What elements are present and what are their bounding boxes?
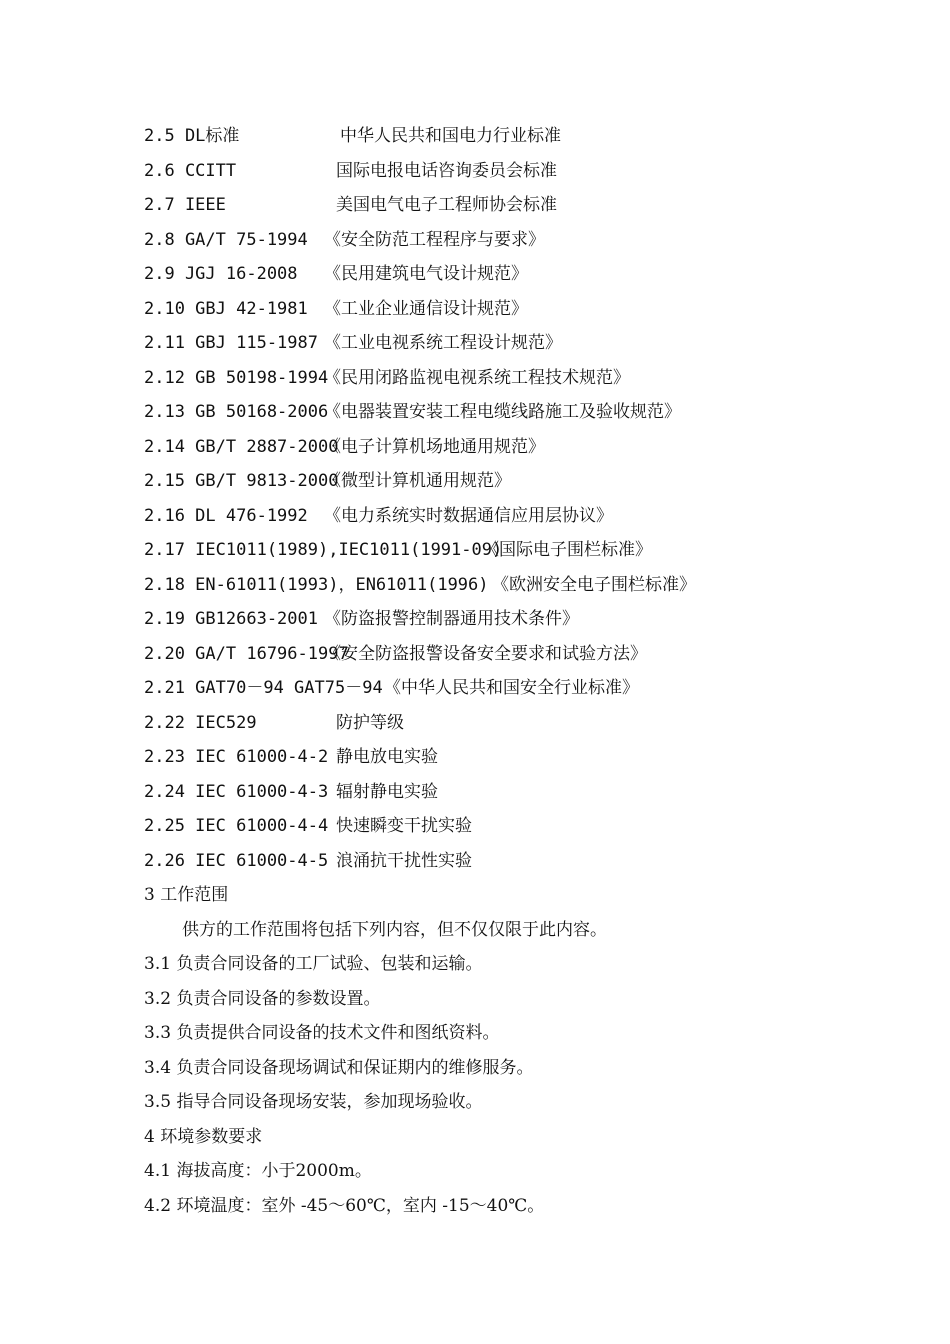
standard-item [144, 434, 545, 460]
standard-item [144, 158, 557, 184]
standard-code: 2.23 IEC 61000-4-2 [144, 747, 329, 767]
standard-desc: 《中华人民共和国安全行业标准》 [384, 678, 639, 698]
standard-code: 2.7 IEEE [144, 195, 226, 215]
list-item: 3.2 负责合同设备的参数设置。 [144, 989, 381, 1009]
standard-desc: 《安全防盗报警设备安全要求和试验方法》 [324, 644, 647, 664]
section-heading: 4 环境参数要求 [144, 1127, 263, 1147]
list-item: 4.1 海拔高度：小于2000m。 [144, 1161, 372, 1181]
list-item: 3.1 负责合同设备的工厂试验、包装和运输。 [144, 954, 483, 974]
standard-code: 2.19 GB12663-2001 [144, 609, 318, 629]
standard-desc: 《微型计算机通用规范》 [324, 471, 511, 491]
list-item: 3.5 指导合同设备现场安装，参加现场验收。 [144, 1092, 483, 1112]
standard-desc: 《电子计算机场地通用规范》 [324, 437, 545, 457]
standard-desc: 国际电报电话咨询委员会标准 [336, 161, 557, 181]
standard-code: 2.11 GBJ 115-1987 [144, 333, 318, 353]
standard-item [144, 503, 613, 529]
standard-code: 2.13 GB 50168-2006 [144, 402, 329, 422]
standard-desc: 《民用建筑电气设计规范》 [324, 264, 528, 284]
standard-item [144, 641, 647, 667]
standard-desc: 《欧洲安全电子围栏标准》 [492, 575, 696, 595]
standard-code: 2.18 EN-61011(1993)，EN61011(1996) [144, 575, 489, 595]
standard-code: 2.12 GB 50198-1994 [144, 368, 329, 388]
list-item: 4.2 环境温度：室外 -45～60℃，室内 -15～40℃。 [144, 1196, 545, 1216]
standard-desc: 静电放电实验 [336, 747, 438, 767]
section-intro: 供方的工作范围将包括下列内容，但不仅仅限于此内容。 [182, 920, 607, 940]
standard-desc: 《电力系统实时数据通信应用层协议》 [324, 506, 613, 526]
standard-item [144, 710, 404, 736]
standard-code: 2.16 DL 476-1992 [144, 506, 308, 526]
standard-code: 2.8 GA/T 75-1994 [144, 230, 308, 250]
standard-item [144, 468, 511, 494]
standard-code: 2.15 GB/T 9813-2000 [144, 471, 339, 491]
standard-code: 2.14 GB/T 2887-2000 [144, 437, 339, 457]
standard-code: 2.6 CCITT [144, 161, 237, 181]
standard-item [144, 227, 545, 253]
standard-item [144, 675, 639, 701]
standard-item [144, 779, 438, 805]
standard-code: 2.9 JGJ 16-2008 [144, 264, 298, 284]
standard-desc: 《安全防范工程程序与要求》 [324, 230, 545, 250]
standard-code: 2.17 IEC1011(1989),IEC1011(1991-09) [144, 540, 503, 560]
standard-desc: 《国际电子围栏标准》 [482, 540, 652, 560]
standard-code: 2.5 DL标准 [144, 126, 240, 146]
standard-code: 2.25 IEC 61000-4-4 [144, 816, 329, 836]
section-heading: 3 工作范围 [144, 885, 229, 905]
standard-item [144, 572, 696, 598]
standard-code: 2.24 IEC 61000-4-3 [144, 782, 329, 802]
standard-desc: 辐射静电实验 [336, 782, 438, 802]
standard-desc: 《工业电视系统工程设计规范》 [324, 333, 562, 353]
standard-desc: 美国电气电子工程师协会标准 [336, 195, 557, 215]
standard-item [144, 744, 438, 770]
standard-desc: 中华人民共和国电力行业标准 [340, 126, 561, 146]
standard-item [144, 261, 528, 287]
standard-code: 2.22 IEC529 [144, 713, 257, 733]
standard-item [144, 606, 579, 632]
standard-code: 2.21 GAT70－94 GAT75－94 [144, 678, 383, 698]
standard-item [144, 296, 528, 322]
standard-item [144, 192, 557, 218]
standard-desc: 《民用闭路监视电视系统工程技术规范》 [324, 368, 630, 388]
standard-desc: 防护等级 [336, 713, 404, 733]
standard-desc: 快速瞬变干扰实验 [336, 816, 472, 836]
standard-item [144, 848, 472, 874]
standard-item [144, 537, 652, 563]
standard-desc: 《防盗报警控制器通用技术条件》 [324, 609, 579, 629]
standard-item [144, 813, 472, 839]
standard-item [144, 123, 561, 149]
standard-code: 2.26 IEC 61000-4-5 [144, 851, 329, 871]
standard-code: 2.20 GA/T 16796-1997 [144, 644, 349, 664]
standard-item [144, 365, 630, 391]
standard-item [144, 330, 562, 356]
list-item: 3.4 负责合同设备现场调试和保证期内的维修服务。 [144, 1058, 534, 1078]
standard-code: 2.10 GBJ 42-1981 [144, 299, 308, 319]
standard-desc: 《工业企业通信设计规范》 [324, 299, 528, 319]
standard-desc: 《电器装置安装工程电缆线路施工及验收规范》 [324, 402, 681, 422]
standard-item [144, 399, 681, 425]
list-item: 3.3 负责提供合同设备的技术文件和图纸资料。 [144, 1023, 500, 1043]
standard-desc: 浪涌抗干扰性实验 [336, 851, 472, 871]
